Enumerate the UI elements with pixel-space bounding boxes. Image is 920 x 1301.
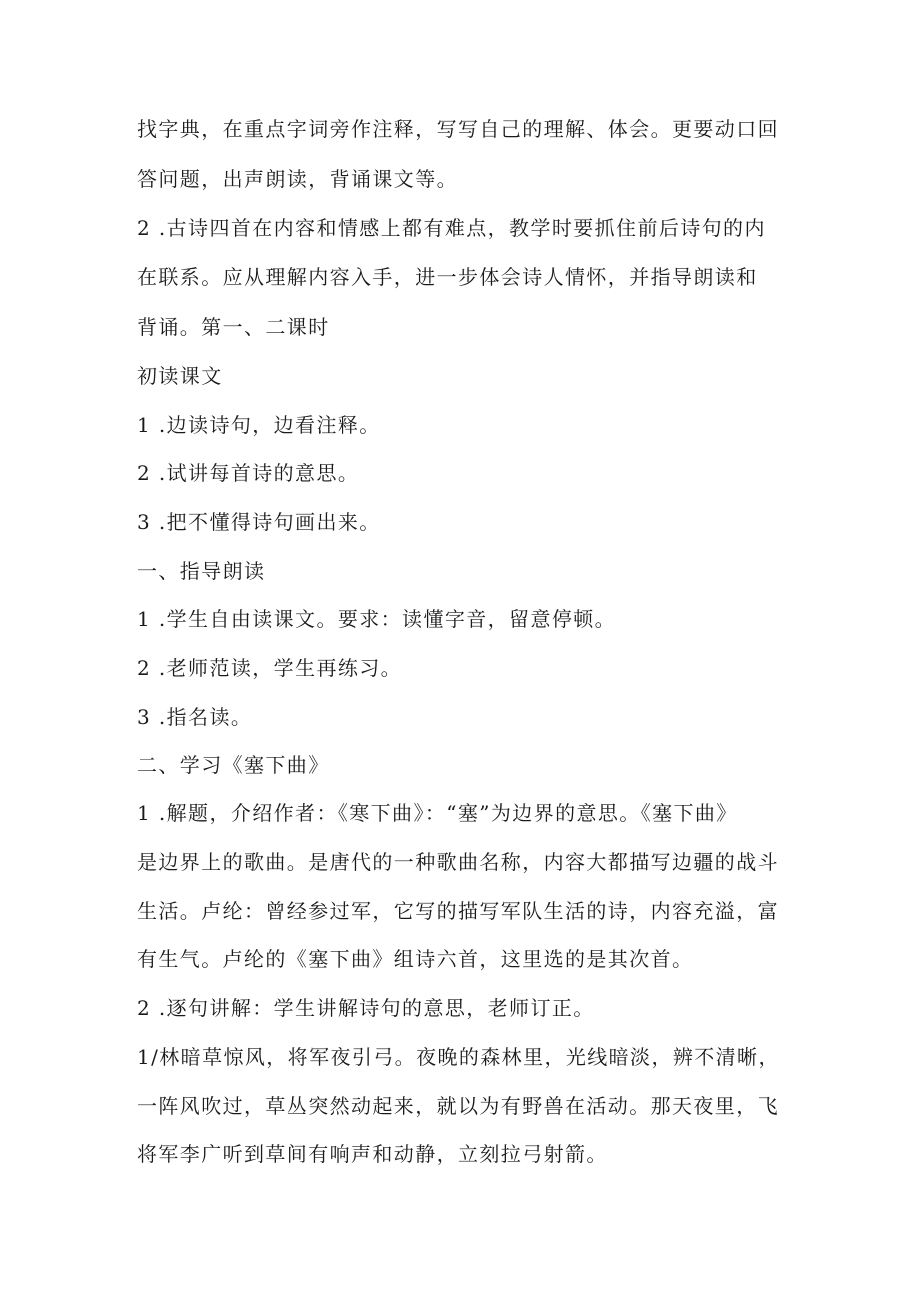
numbered-item: 2 .老师范读，学生再练习。	[137, 656, 403, 680]
numbered-item: 1 .解题，介绍作者：《寒下曲》：“塞”为边界的意思。《塞下曲》	[137, 801, 738, 825]
text-line: 是边界上的歌曲。是唐代的一种歌曲名称，内容大都描写边疆的战斗	[137, 850, 779, 874]
text-line: 将军李广听到草间有响声和动静，立刻拉弓射箭。	[137, 1142, 608, 1166]
text-line: 有生气。卢纶的《塞下曲》组诗六首，这里选的是其次首。	[137, 947, 694, 971]
numbered-item: 1 .边读诗句，边看注释。	[137, 413, 381, 437]
section-heading: 一、指导朗读	[137, 559, 266, 583]
numbered-item: 2 .逐句讲解：学生讲解诗句的意思，老师订正。	[137, 996, 595, 1020]
numbered-item: 1 .学生自由读课文。要求：读懂字音，留意停顿。	[137, 607, 617, 631]
text-line: 答问题，出声朗读，背诵课文等。	[137, 167, 458, 191]
text-line: 生活。卢纶：曾经参过军，它写的描写军队生活的诗，内容充溢，富	[137, 899, 779, 923]
numbered-item: 2 .试讲每首诗的意思。	[137, 461, 360, 485]
text-line: 背诵。第一、二课时	[137, 315, 330, 339]
text-line: 找字典，在重点字词旁作注释，写写自己的理解、体会。更要动口回	[137, 117, 779, 141]
text-line: 一阵风吹过，草丛突然动起来，就以为有野兽在活动。那天夜里，飞	[137, 1094, 779, 1118]
section-heading: 二、学习《塞下曲》	[137, 753, 330, 777]
numbered-item: 2 .古诗四首在内容和情感上都有难点，教学时要抓住前后诗句的内	[137, 216, 766, 240]
text-line: 在联系。应从理解内容入手，进一步体会诗人情怀，并指导朗读和	[137, 265, 758, 289]
section-heading: 初读课文	[137, 364, 223, 388]
numbered-item: 3 .把不懂得诗句画出来。	[137, 510, 381, 534]
numbered-item: 3 .指名读。	[137, 705, 253, 729]
text-line: 1/林暗草惊风，将军夜引弓。夜晚的森林里，光线暗淡，辨不清晰，	[137, 1045, 780, 1069]
